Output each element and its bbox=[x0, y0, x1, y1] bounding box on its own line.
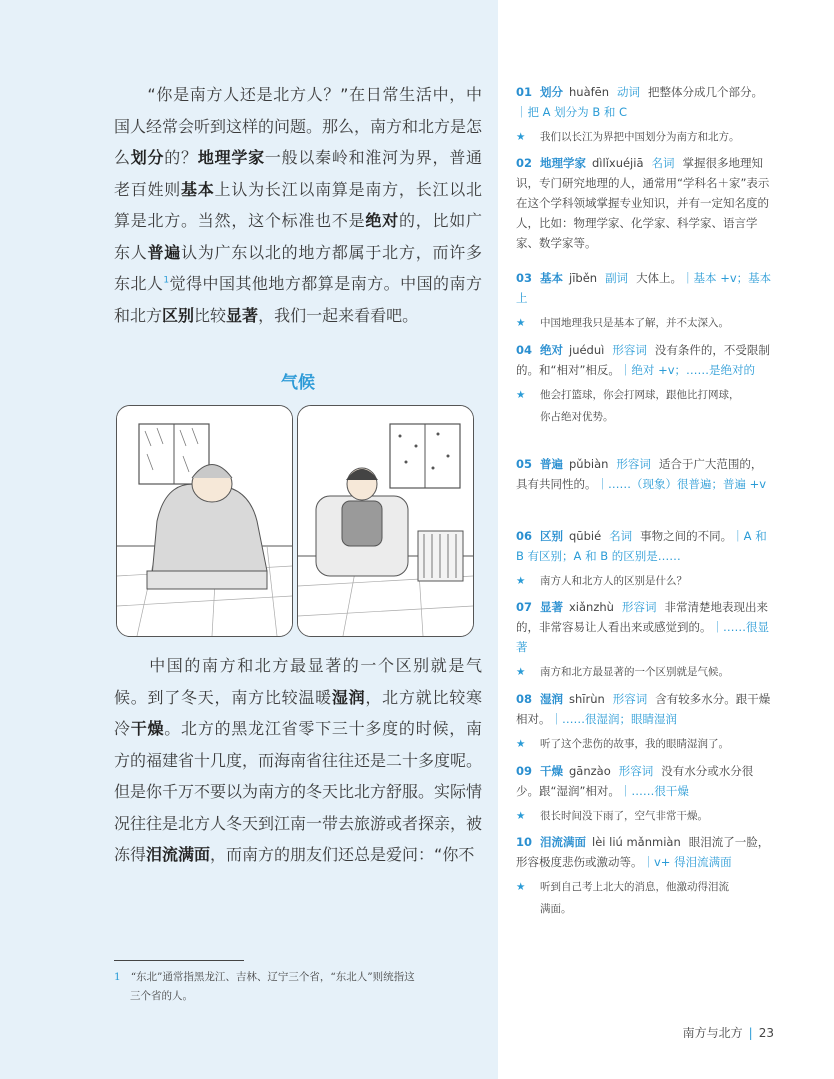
page-footer bbox=[683, 1024, 774, 1041]
footnote-divider bbox=[114, 960, 244, 961]
star-icon: ★ bbox=[516, 389, 526, 401]
climate-paragraph: 中国的南方和北方最显著的一个区别就是气候。到了冬天，南方比较温暖湿润，北方就比较寒冷干燥。北方的黑龙江省零下三十多度的时候，南方的福建省十几度，而海南省往往还是二十多度呢。但是你千万不要以为南方的冬天比北方舒服。实际情况往往是北方人冬天到江南一带去旅游或者探亲，被冻得泪流满面，而南方的朋友们还总是爱问：“你不 bbox=[114, 656, 483, 864]
vocab-entry-02: 02 地理学家 dìlǐxuéjiā 名词 掌握很多地理知识，专门研究地理的人，通常用“学科名＋家”表示在这个学科领域掌握专业知识，并有一定知名度的人，比如：物理学家、化学家、科学家、语言学家、数学家等。 bbox=[516, 156, 770, 250]
footer-section-title: 南方与北方 bbox=[682, 1026, 743, 1040]
star-icon: ★ bbox=[516, 881, 526, 893]
star-icon: ★ bbox=[516, 575, 526, 587]
vocab-entry-01: 01 划分 huàfēn 动词 把整体分成几个部分。｜把 A 划分为 B 和 C ★ 我们以长江为界把中国划分为南方和北方。 bbox=[516, 82, 772, 148]
section-title: 气候 bbox=[281, 373, 315, 393]
vocab-entry-06: 06 区别 qūbié 名词 事物之间的不同。｜A 和 B 有区别；A 和 B 的区别是…… ★ 南方人和北方人的区别是什么？ bbox=[516, 526, 772, 592]
star-icon: ★ bbox=[516, 317, 526, 329]
illustration-north-warm bbox=[297, 405, 474, 637]
footer-divider: | bbox=[748, 1026, 753, 1040]
footnote-ref: 1 bbox=[163, 275, 170, 286]
page-number: 23 bbox=[758, 1026, 774, 1040]
illustration-south-cold bbox=[116, 405, 293, 637]
star-icon: ★ bbox=[516, 738, 526, 750]
vocab-entry-07: 07 显著 xiǎnzhù 形容词 非常清楚地表现出来的，非常容易让人看出来或感觉到的。｜……很显著 ★ 南方和北方最显著的一个区别就是气候。 bbox=[516, 597, 772, 683]
star-icon: ★ bbox=[516, 131, 526, 143]
footnote bbox=[114, 968, 484, 1006]
cold-room-drawing bbox=[117, 406, 292, 636]
star-icon: ★ bbox=[516, 666, 526, 678]
intro-paragraph: “你是南方人还是北方人？”在日常生活中，中国人经常会听到这样的问题。那么，南方和北方是怎么划分的？地理学家一般以秦岭和淮河为界，普通老百姓则基本上认为长江以南算是南方，长江以北算是北方。当然，这个标准也不是绝对的，比如广东人普遍认为广东以北的地方都属于北方，而许多东北人$^1$觉得中国其他地方都算是南方。中国的南方和北方区别比较显著，我们一起来看看吧。 bbox=[114, 85, 483, 325]
star-icon: ★ bbox=[516, 810, 526, 822]
vocab-entry-09: 09 干燥 gānzào 形容词 没有水分或水分很少。跟“湿润”相对。｜……很干燥 ★ 很长时间没下雨了，空气非常干燥。 bbox=[516, 761, 772, 827]
vocab-entry-03: 03 基本 jīběn 副词 大体上。｜基本 +v；基本上 ★ 中国地理我只是基本了解，并不太深入。 bbox=[516, 268, 772, 334]
footnote-number: 1 bbox=[114, 971, 121, 983]
footnote-text-2: 三个省的人。 bbox=[130, 990, 193, 1002]
warm-room-drawing bbox=[298, 406, 473, 636]
vocab-entry-08: 08 湿润 shīrùn 形容词 含有较多水分。跟干燥相对。｜……很湿润；眼睛湿润 ★ 听了这个悲伤的故事，我的眼睛湿润了。 bbox=[516, 689, 772, 755]
vocab-entry-05: 05 普遍 pǔbiàn 形容词 适合于广大范围的，具有共同性的。｜……（现象）很普遍；普遍 +v bbox=[516, 457, 767, 491]
vocab-entry-04: 04 绝对 juéduì 形容词 没有条件的，不受限制的。和“相对”相反。｜绝对 +v；……是绝对的 ★ 他会打篮球，你会打网球，跟他比打网球， 你占绝对优势。 bbox=[516, 343, 770, 423]
vocab-entry-10: 10 泪流满面 lèi liú mǎnmiàn 眼泪流了一脸，形容极度悲伤或激动等。｜v+ 得泪流满面 ★ 听到自己考上北大的消息，他激动得泪流 满面。 bbox=[516, 835, 770, 915]
footnote-text-1: “东北”通常指黑龙江、吉林、辽宁三个省，“东北人”则统指这 bbox=[130, 971, 415, 983]
